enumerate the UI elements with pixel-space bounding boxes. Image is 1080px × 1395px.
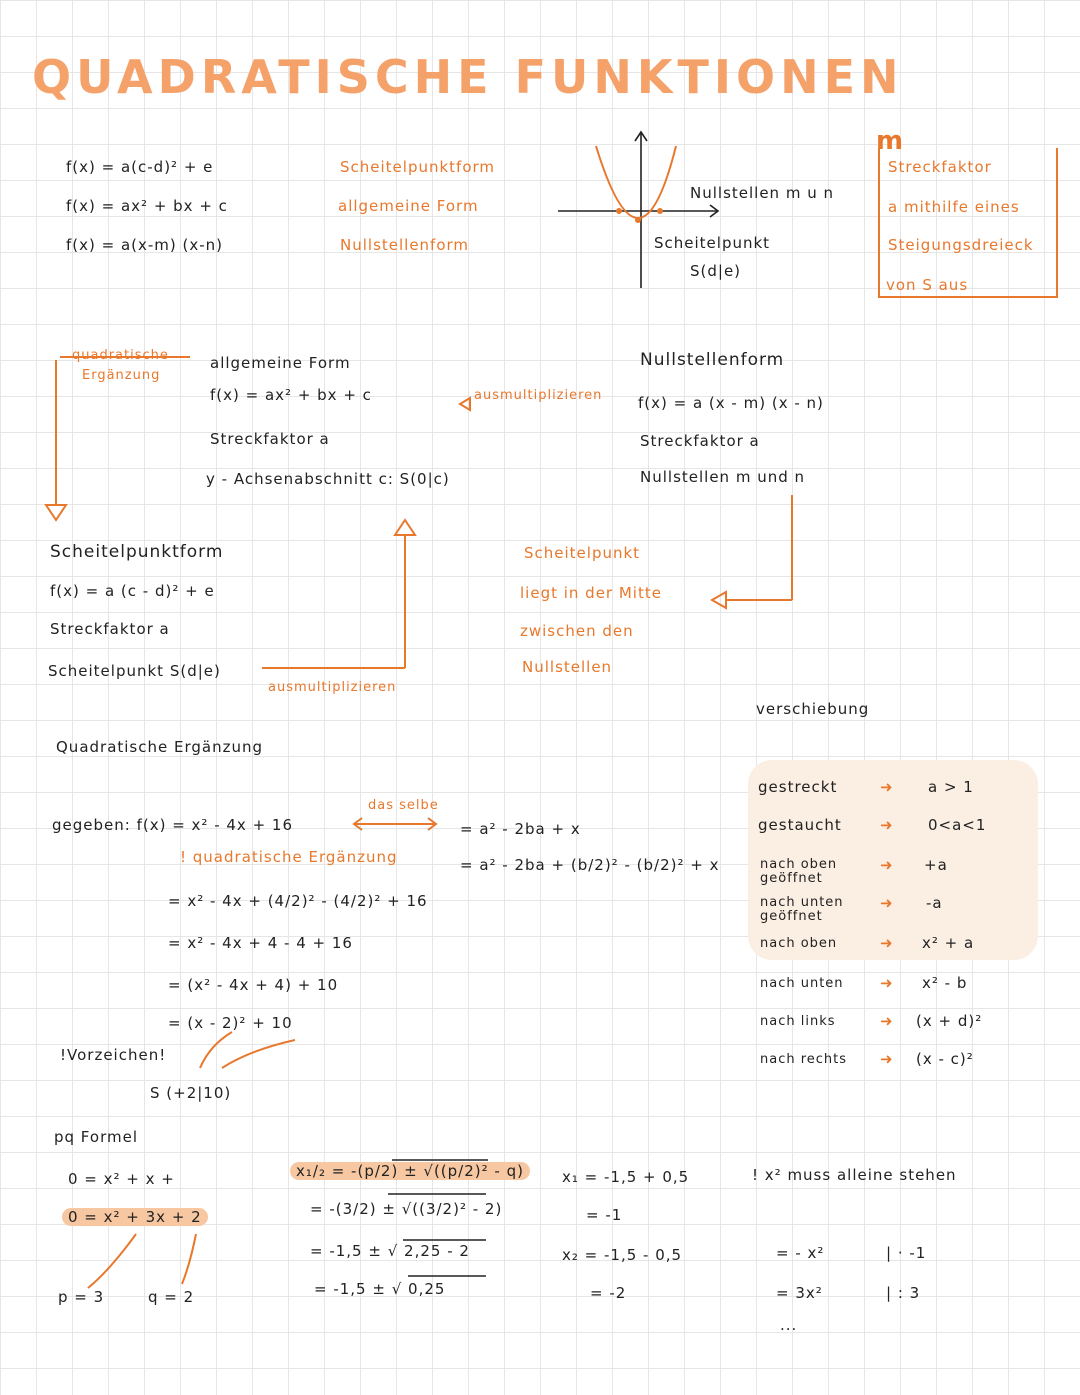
alone-note: ! x² muss alleine stehen: [752, 1166, 957, 1184]
versch-arrow-8: ➜: [880, 1050, 894, 1068]
ausmult-label-2: ausmultiplizieren: [268, 680, 397, 695]
form-formula-2: f(x) = ax² + bx + c: [66, 197, 228, 215]
graph-nullstellen: Nullstellen m u n: [690, 184, 834, 202]
qe-vorzeichen: !Vorzeichen!: [60, 1046, 167, 1064]
qe-s-point: S (+2|10): [150, 1084, 232, 1102]
qe-step-4: = (x - 2)² + 10: [168, 1014, 293, 1032]
mitte-line-4: Nullstellen: [522, 658, 613, 676]
alone-dots: ...: [780, 1316, 798, 1334]
null-formula: f(x) = a (x - m) (x - n): [638, 394, 824, 412]
alone-r1: | · -1: [886, 1244, 927, 1262]
form-formula-1: f(x) = a(c-d)² + e: [66, 158, 214, 176]
versch-value-5: x² + a: [922, 934, 975, 952]
pq-q: q = 2: [148, 1288, 195, 1306]
form-name-3: Nullstellenform: [340, 236, 470, 254]
allgemein-streck: Streckfaktor a: [210, 430, 330, 448]
mitte-line-2: liegt in der Mitte: [520, 584, 662, 602]
qe-step-2: = x² - 4x + 4 - 4 + 16: [168, 934, 353, 952]
sp-sp: Scheitelpunkt S(d|e): [48, 662, 221, 680]
versch-value-8: (x - c)²: [916, 1050, 974, 1068]
graph-scheitel-coord: S(d|e): [690, 262, 742, 280]
versch-arrow-1: ➜: [880, 778, 894, 796]
graph-scheitelpunkt: Scheitelpunkt: [654, 234, 771, 252]
pq-x2-2: = -2: [590, 1284, 627, 1302]
alone-l1: = - x²: [776, 1244, 825, 1262]
versch-value-6: x² - b: [922, 974, 968, 992]
m-box-letter: m: [876, 126, 905, 156]
pq-eq-2: 0 = x² + 3x + 2: [62, 1208, 208, 1226]
pq-calc-2: = -(3/2) ± √((3/2)² - 2): [310, 1200, 503, 1218]
ausmult-label-1: ausmultiplizieren: [474, 388, 603, 403]
qe-gegeben: gegeben: f(x) = x² - 4x + 16: [52, 816, 293, 834]
versch-value-1: a > 1: [928, 778, 974, 796]
null-title: Nullstellenform: [640, 350, 785, 370]
versch-arrow-6: ➜: [880, 974, 894, 992]
versch-label-7: nach links: [760, 1014, 836, 1029]
verschiebung-heading: verschiebung: [756, 700, 870, 718]
allgemein-formula: f(x) = ax² + bx + c: [210, 386, 372, 404]
allgemein-title: allgemeine Form: [210, 354, 351, 372]
versch-label-6: nach unten: [760, 976, 844, 991]
pq-p: p = 3: [58, 1288, 105, 1306]
pq-heading: pq Formel: [54, 1128, 138, 1146]
sp-formula: f(x) = a (c - d)² + e: [50, 582, 215, 600]
versch-label-5: nach oben: [760, 936, 838, 951]
pq-calc-4: = -1,5 ± √ 0,25: [314, 1280, 446, 1298]
form-formula-3: f(x) = a(x-m) (x-n): [66, 236, 224, 254]
qe-note: ! quadratische Ergänzung: [180, 848, 398, 866]
qe-das-selbe: das selbe: [368, 798, 439, 813]
versch-arrow-2: ➜: [880, 816, 894, 834]
versch-label-3: nach oben geöffnet: [760, 857, 838, 886]
qe-label-1: quadratische: [72, 348, 169, 363]
page-title: QUADRATISCHE FUNKTIONEN: [32, 50, 904, 104]
versch-value-2: 0<a<1: [928, 816, 987, 834]
pq-x2-1: x₂ = -1,5 - 0,5: [562, 1246, 683, 1264]
versch-arrow-7: ➜: [880, 1012, 894, 1030]
pq-calc-3: = -1,5 ± √ 2,25 - 2: [310, 1242, 470, 1260]
pq-eq-1: 0 = x² + x +: [68, 1170, 175, 1188]
pq-x1-1: x₁ = -1,5 + 0,5: [562, 1168, 690, 1186]
qe-heading: Quadratische Ergänzung: [56, 738, 264, 756]
m-box-line-2: a mithilfe eines: [888, 198, 1020, 216]
mitte-line-1: Scheitelpunkt: [524, 544, 641, 562]
qe-step-3: = (x² - 4x + 4) + 10: [168, 976, 339, 994]
mitte-line-3: zwischen den: [520, 622, 634, 640]
qe-right-1: = a² - 2ba + x: [460, 820, 581, 838]
versch-label-1: gestreckt: [758, 778, 838, 796]
sp-streck: Streckfaktor a: [50, 620, 170, 638]
pq-calc-1: x₁/₂ = -(p/2) ± √((p/2)² - q): [290, 1162, 530, 1180]
alone-r2: | : 3: [886, 1284, 921, 1302]
null-nst: Nullstellen m und n: [640, 468, 806, 486]
pq-x1-2: = -1: [586, 1206, 623, 1224]
qe-right-2: = a² - 2ba + (b/2)² - (b/2)² + x: [460, 856, 720, 874]
sp-title: Scheitelpunktform: [50, 542, 224, 562]
allgemein-y: y - Achsenabschnitt c: S(0|c): [206, 470, 450, 488]
versch-arrow-5: ➜: [880, 934, 894, 952]
qe-label-2: Ergänzung: [82, 368, 161, 383]
versch-arrow-3: ➜: [880, 856, 894, 874]
form-name-2: allgemeine Form: [338, 197, 479, 215]
versch-label-8: nach rechts: [760, 1052, 848, 1067]
versch-value-4: -a: [926, 894, 943, 912]
null-streck: Streckfaktor a: [640, 432, 760, 450]
versch-arrow-4: ➜: [880, 894, 894, 912]
qe-step-1: = x² - 4x + (4/2)² - (4/2)² + 16: [168, 892, 428, 910]
m-box-line-4: von S aus: [886, 276, 969, 294]
versch-value-7: (x + d)²: [916, 1012, 983, 1030]
m-box-line-3: Steigungsdreieck: [888, 236, 1034, 254]
alone-l2: = 3x²: [776, 1284, 823, 1302]
versch-value-3: +a: [924, 856, 948, 874]
m-box-line-1: Streckfaktor: [888, 158, 992, 176]
form-name-1: Scheitelpunktform: [340, 158, 496, 176]
versch-label-2: gestaucht: [758, 816, 842, 834]
versch-label-4: nach unten geöffnet: [760, 895, 844, 924]
